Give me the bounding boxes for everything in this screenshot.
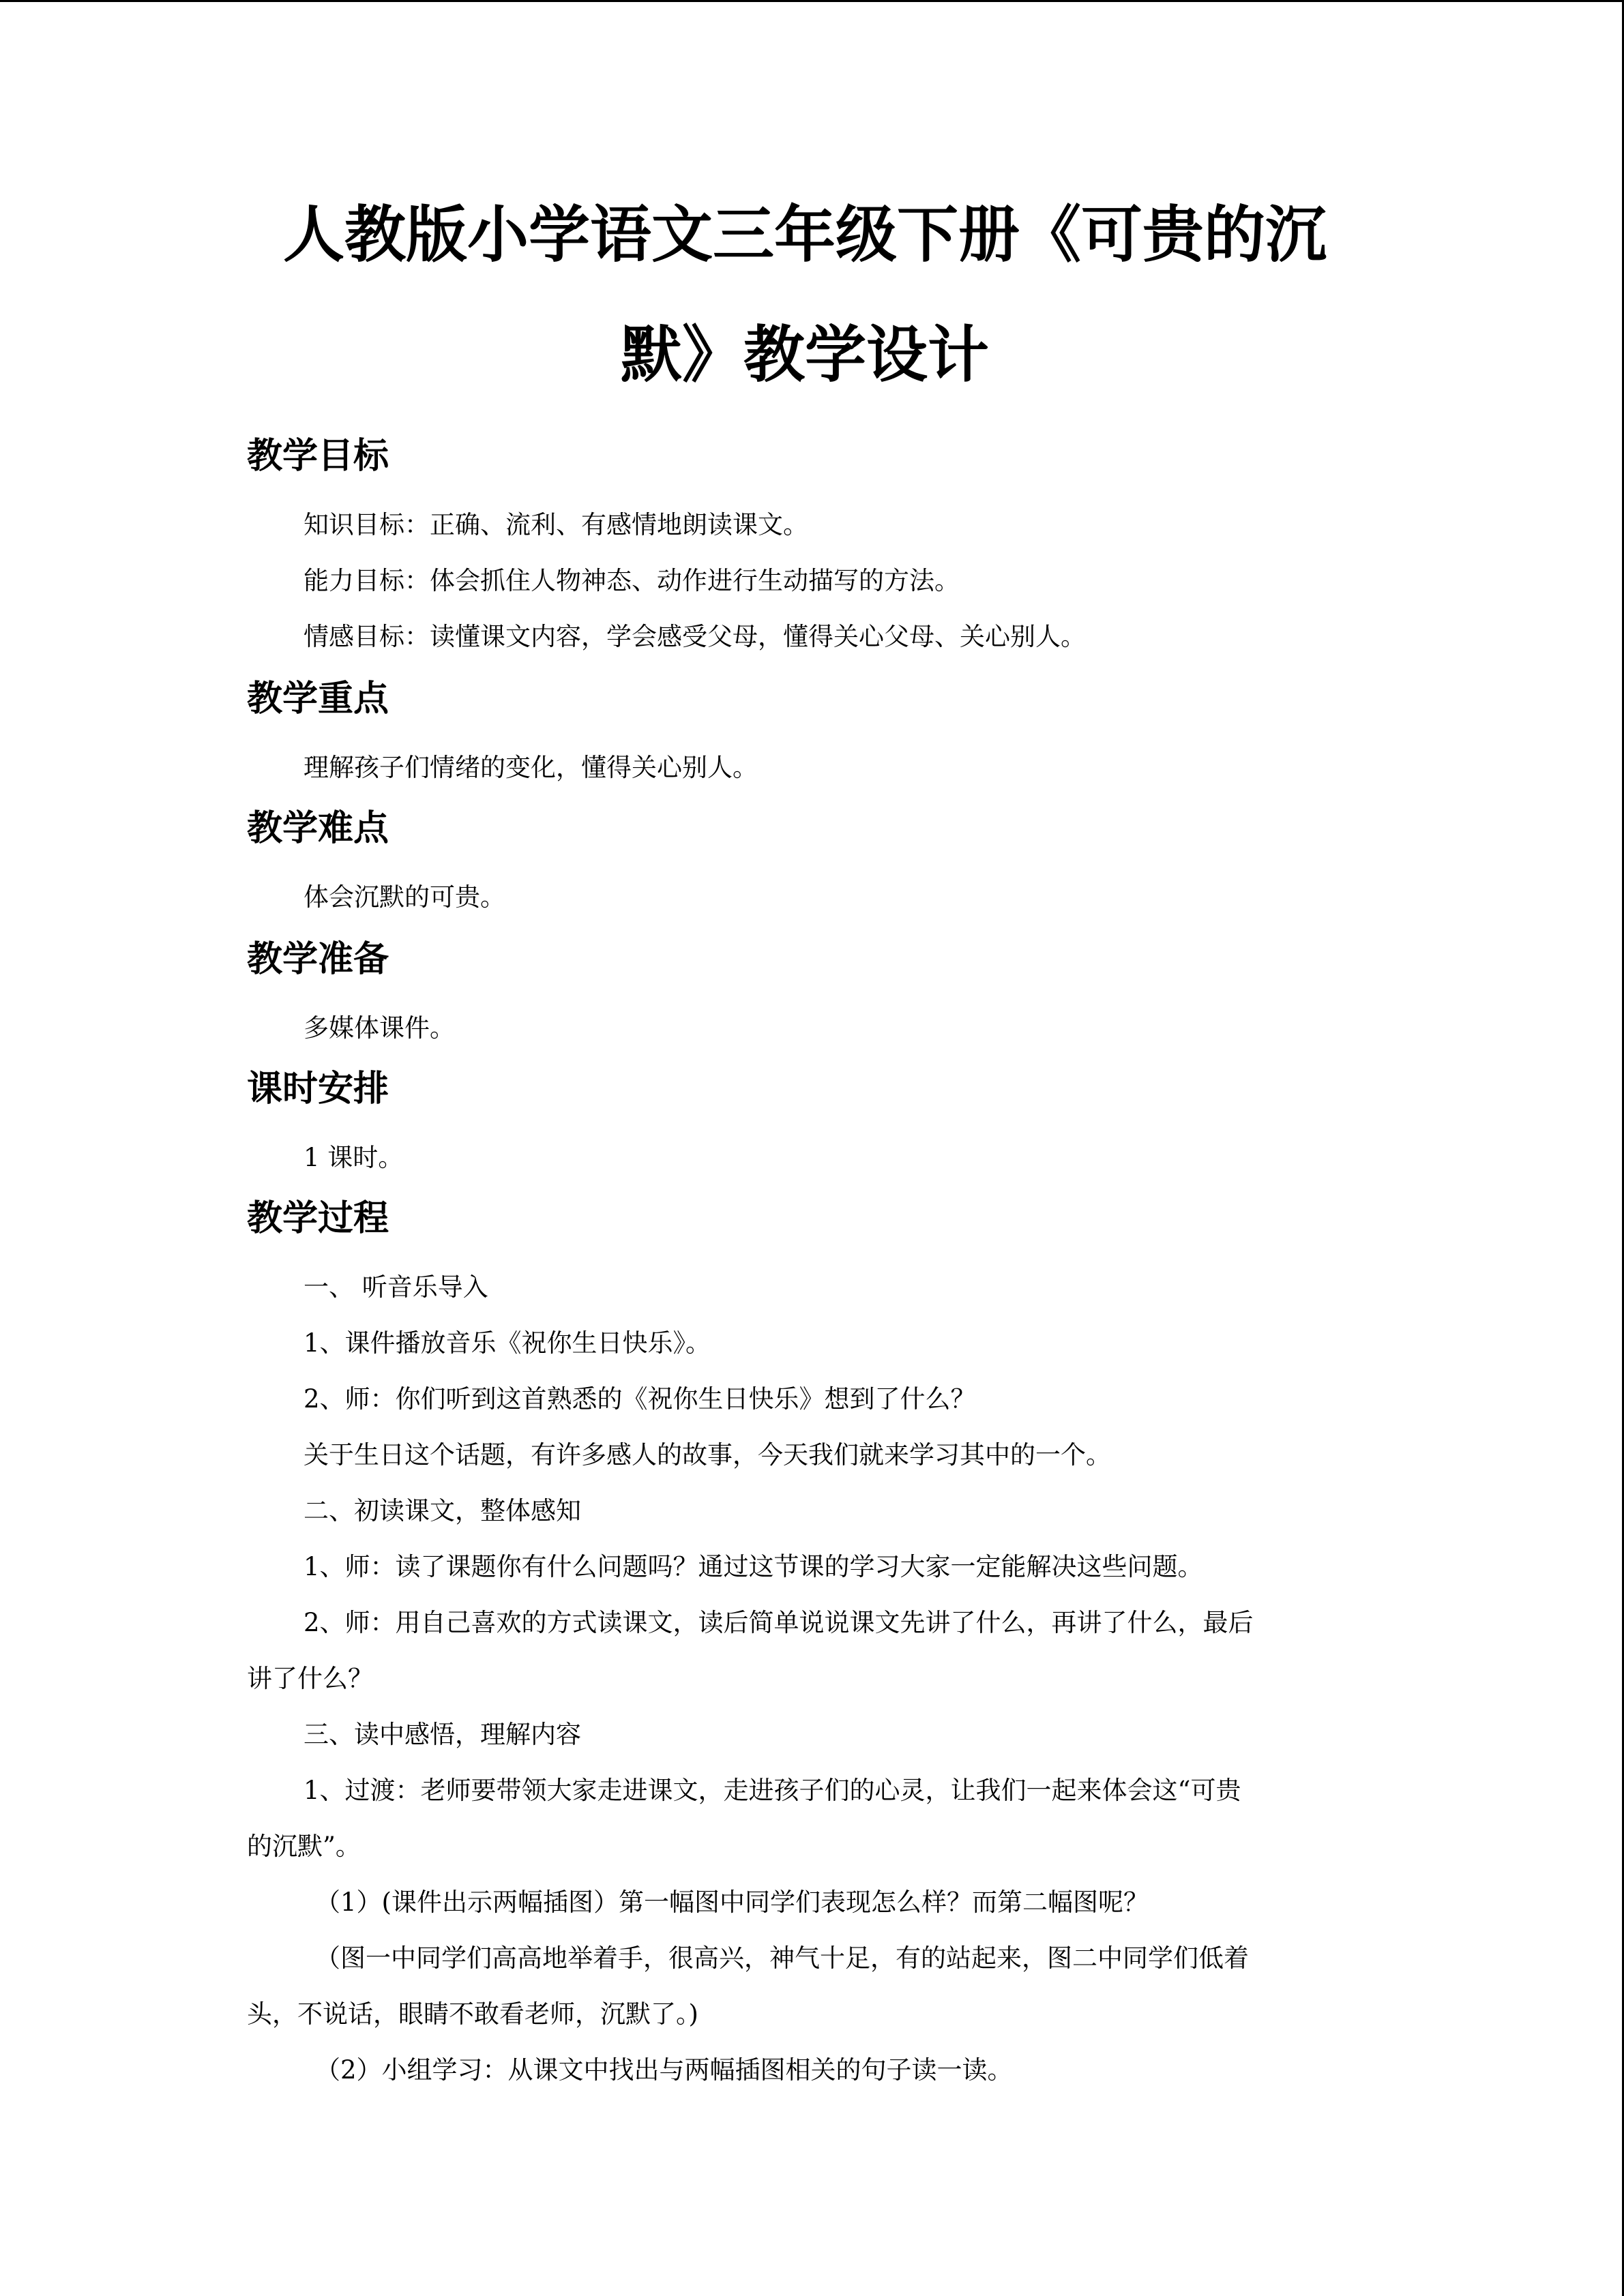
objective-knowledge: 知识目标：正确、流利、有感情地朗读课文。 [304, 510, 808, 539]
process-paragraph: （1）(课件出示两幅插图）第一幅图中同学们表现怎么样？而第二幅图呢？ [315, 1888, 1149, 1917]
key-points-text: 理解孩子们情绪的变化，懂得关心别人。 [304, 753, 758, 782]
heading-process: 教学过程 [247, 1198, 389, 1239]
process-paragraph: 1、过渡：老师要带领大家走进课文，走进孩子们的心灵，让我们一起来体会这“可贵 [304, 1776, 1241, 1805]
document-title-line-2: 默》教学设计 [621, 318, 989, 391]
objective-emotion: 情感目标：读懂课文内容，学会感受父母，懂得关心父母、关心别人。 [304, 622, 1086, 651]
heading-difficulties: 教学难点 [247, 808, 389, 849]
objective-ability: 能力目标：体会抓住人物神态、动作进行生动描写的方法。 [304, 566, 960, 595]
process-step-3-heading: 三、读中感悟，理解内容 [304, 1720, 581, 1749]
process-step-2-heading: 二、初读课文，整体感知 [304, 1496, 581, 1525]
process-paragraph: 2、师：用自己喜欢的方式读课文，读后简单说说课文先讲了什么，再讲了什么，最后 [304, 1608, 1254, 1637]
process-paragraph: 1、师：读了课题你有什么问题吗？通过这节课的学习大家一定能解决这些问题。 [304, 1552, 1203, 1581]
process-paragraph-continued: 头，不说话，眼睛不敢看老师，沉默了。) [247, 1999, 698, 2029]
heading-schedule: 课时安排 [247, 1069, 389, 1109]
heading-preparation: 教学准备 [247, 939, 389, 980]
schedule-text: 1 课时。 [304, 1143, 404, 1172]
heading-objectives: 教学目标 [247, 436, 389, 477]
process-paragraph: （图一中同学们高高地举着手，很高兴，神气十足，有的站起来，图二中同学们低着 [315, 1943, 1249, 1973]
document-title-line-1: 人教版小学语文三年级下册《可贵的沉 [283, 198, 1327, 271]
difficulties-text: 体会沉默的可贵。 [304, 882, 505, 912]
process-paragraph: 2、师：你们听到这首熟悉的《祝你生日快乐》想到了什么？ [304, 1384, 976, 1414]
process-paragraph: 关于生日这个话题，有许多感人的故事，今天我们就来学习其中的一个。 [304, 1440, 1111, 1470]
preparation-text: 多媒体课件。 [304, 1013, 455, 1043]
process-paragraph: 1、课件播放音乐《祝你生日快乐》。 [304, 1328, 711, 1358]
process-paragraph-continued: 的沉默”。 [247, 1832, 361, 1861]
heading-key-points: 教学重点 [247, 679, 389, 719]
process-paragraph: （2）小组学习：从课文中找出与两幅插图相关的句子读一读。 [315, 2055, 1013, 2085]
process-step-1-heading: 一、 听音乐导入 [304, 1272, 488, 1302]
process-paragraph-continued: 讲了什么？ [247, 1664, 373, 1693]
